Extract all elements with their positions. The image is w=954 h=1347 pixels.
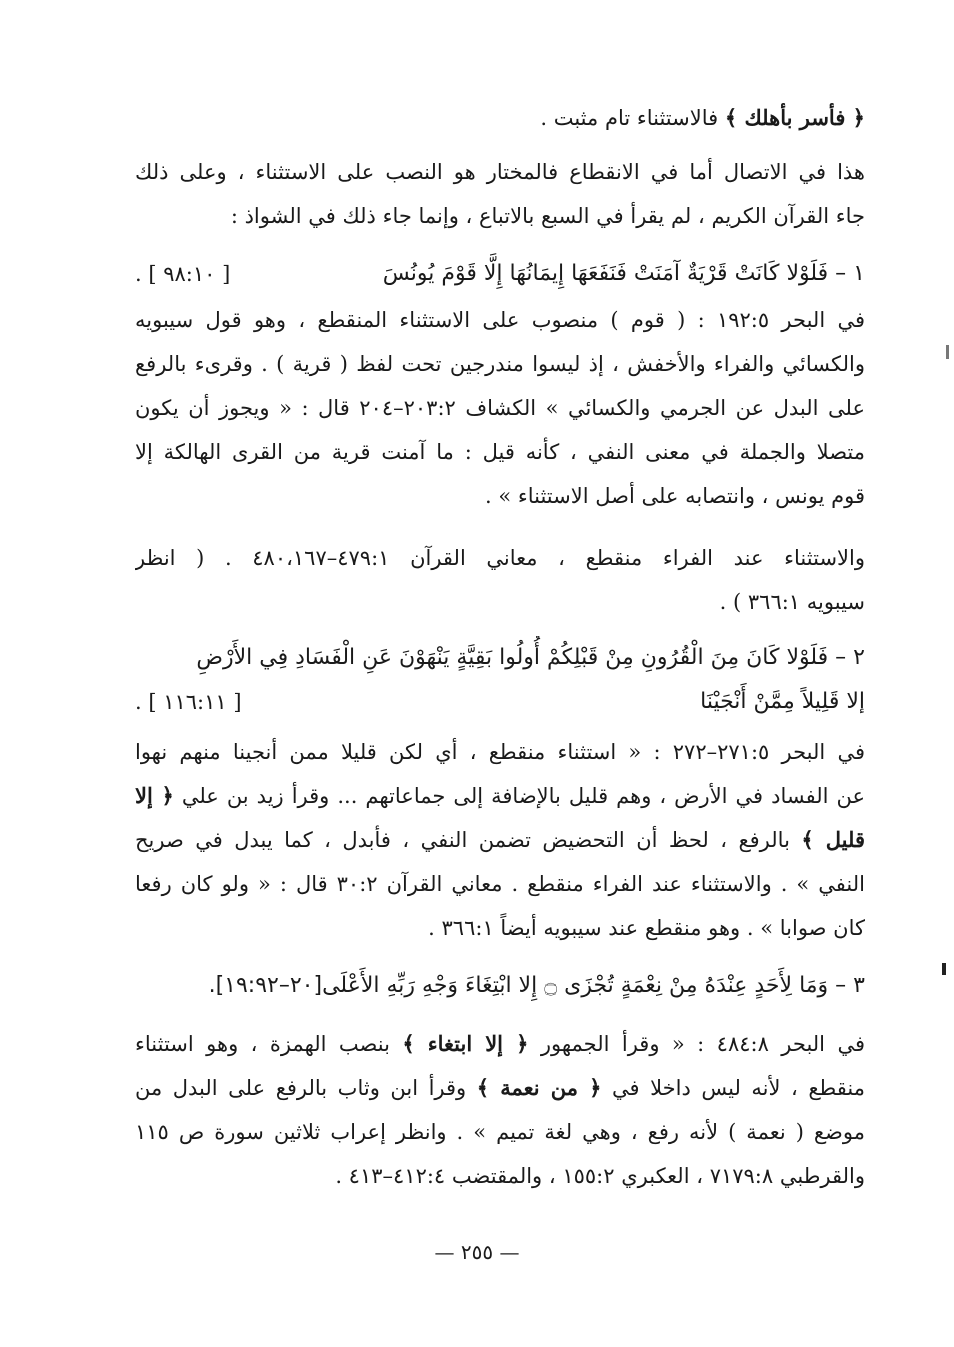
scan-mark xyxy=(942,963,946,975)
text-line: والكسائي والفراء والأخفش ، إذ ليسوا مندرجين تحت لفظ ( قرية ) . وقرىء بالرفع xyxy=(135,352,865,376)
header-quote: ﴿ فأسر بأهلك ﴾ xyxy=(724,105,865,130)
header-text: فالاستثناء تام مثبت . xyxy=(540,106,719,130)
header-line xyxy=(135,96,865,140)
text-line: في البحر ١٩٢:٥ : ( قوم ) منصوب على الاستثناء المنقطع ، وهو قول سيبويه xyxy=(135,308,865,332)
verse-2 xyxy=(135,636,865,724)
text-line xyxy=(135,774,865,818)
paragraph-bahr-1 xyxy=(135,298,865,518)
text-line: على البدل عن الجرمي والكسائي » الكشاف ٢٠٣:٢–٢٠٤ قال : « ويجوز أن يكون xyxy=(135,396,865,420)
verse-reference: [ ٩٨:١٠ ] . xyxy=(135,262,231,286)
text-line: هذا في الاتصال أما في الانقطاع فالمختار هو النصب على الاستثناء ، وعلى ذلك xyxy=(135,160,865,184)
verse-1 xyxy=(135,252,865,296)
text-line: كان صوابا » . وهو منقطع عند سيبويه أيضاً ٣٦٦:١ . xyxy=(428,916,865,940)
text-segment: بنصب الهمزة ، وهو استثناء xyxy=(135,1032,390,1056)
verse-reference: [ ١١٦:١١ ] . xyxy=(135,690,242,714)
paragraph-bahr-3 xyxy=(135,1022,865,1198)
verse-text: ٣ – وَمَا لِأَحَدٍ عِنْدَهُ مِنْ نِعْمَةٍ تُجْزَى ۝ إِلا ابْتِغَاءَ وَجْهِ رَبِّهِ الأَعْلَى[٢٠–١٩:٩٢]. xyxy=(208,973,865,998)
text-line: والقرطبي ٧١٧٩:٨ ، العكبري ١٥٥:٢ ، والمقتضب ٤١٢:٤–٤١٣ . xyxy=(335,1164,865,1188)
verse-3 xyxy=(135,964,865,1008)
page-number: — ٢٥٥ — xyxy=(434,1240,520,1264)
paragraph-intro xyxy=(135,150,865,238)
text-line: النفي » . والاستثناء عند الفراء منقطع . معاني القرآن ٣٠:٢ قال : « ولو كان رفعا xyxy=(135,872,865,896)
text-line: متصلا والجملة في معنى النفي ، كأنه قيل : ما آمنت قرية من القرى الهالكة إلا xyxy=(135,440,865,464)
text-line: موضع ( نعمة ) لأنه رفع ، وهي لغة تميم » . وانظر إعراب ثلاثين سورة ص ١١٥ xyxy=(135,1120,865,1144)
quran-quote: ﴿ إلا ابتغاء ﴾ xyxy=(402,1031,529,1056)
text-segment: وقرأ ابن وثاب بالرفع على البدل من xyxy=(135,1076,467,1100)
paragraph-bahr-2 xyxy=(135,730,865,950)
scan-mark xyxy=(946,345,949,359)
text-line xyxy=(135,1066,865,1110)
quran-quote: ﴿ إلا xyxy=(135,783,174,808)
text-line: في البحر ٢٧١:٥–٢٧٢ : « استثناء منقطع ، أي لكن قليلا ممن أنجينا منهم نهوا xyxy=(135,740,865,764)
text-line: جاء القرآن الكريم ، لم يقرأ في السبع بالاتباع ، وإنما جاء ذلك في الشواذ : xyxy=(230,204,865,228)
text-line: والاستثناء عند الفراء منقطع ، معاني القرآن ٤٧٩:١–٤٨٠،١٦٧ . ( انظر xyxy=(135,546,865,570)
verse-text: ٢ – فَلَوْلا كَانَ مِنَ الْقُرُونِ مِنْ قَبْلِكُمْ أُولُوا بَقِيَّةٍ يَنْهَوْنَ عَنِ الْفَسَادِ فِي الأَرْضِ xyxy=(196,645,865,670)
verse-text: ١ – فَلَوْلا كَانَتْ قَرْيَةٌ آمَنَتْ فَنَفَعَهَا إِيمَانُهَا إِلَّا قَوْمَ يُونُسَ xyxy=(382,261,865,286)
quran-quote: قليل ﴾ xyxy=(801,827,865,852)
text-line: قوم يونس ، وانتصابه على أصل الاستثناء » . xyxy=(484,484,865,508)
text-segment: منقطع ، لأنه ليس داخلا في xyxy=(612,1076,865,1100)
text-segment: عن الفساد في الأرض ، وهم قليل بالإضافة إلى جماعاتهم ... وقرأ زيد بن علي xyxy=(181,784,865,808)
quran-quote: ﴿ من نعمة ﴾ xyxy=(476,1075,602,1100)
text-segment: بالرفع ، لحظ أن التحضيض تضمن النفي ، فأبدل ، كما يبدل في صريح xyxy=(135,828,790,852)
text-line xyxy=(135,1022,865,1066)
text-line xyxy=(135,818,865,862)
paragraph-farra-1 xyxy=(135,536,865,624)
verse-text: إلا قَلِيلاً مِمَّنْ أَنْجَيْنَا xyxy=(700,689,865,714)
text-segment: في البحر ٤٨٤:٨ : « وقرأ الجمهور xyxy=(540,1032,865,1056)
text-line: سيبويه ٣٦٦:١ ) . xyxy=(719,590,865,614)
